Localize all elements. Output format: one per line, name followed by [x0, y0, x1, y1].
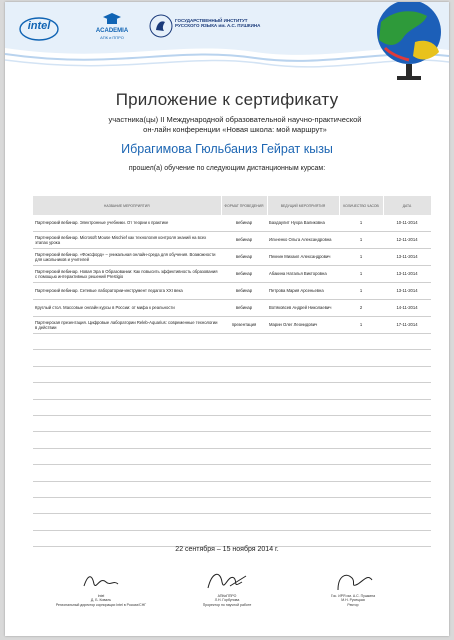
empty-cell	[339, 448, 383, 464]
cell-format: вебинар	[221, 266, 267, 283]
cell-name: Партнерский вебинар. Новая Эра в Образовании: Как повысить эффективность образования с помощью интерактивных решений Prestigio	[33, 266, 221, 283]
handwritten-signature	[328, 568, 378, 594]
cell-lead: Ильченко Ольга Александровна	[267, 232, 339, 249]
conference-subtitle: участника(цы) II Международной образовательной научно-практической он-лайн конференции «Новая школа: мой маршрут»	[108, 115, 362, 134]
empty-cell	[267, 383, 339, 399]
cell-hours: 2	[339, 300, 383, 317]
empty-cell	[221, 383, 267, 399]
empty-cell	[221, 350, 267, 366]
empty-table-row	[33, 334, 431, 350]
empty-cell	[221, 366, 267, 382]
globe-graphic	[357, 2, 447, 84]
empty-cell	[221, 481, 267, 497]
cell-hours: 1	[339, 215, 383, 232]
cell-format: вебинар	[221, 215, 267, 232]
empty-cell	[267, 514, 339, 530]
empty-cell	[221, 415, 267, 431]
signature-role: Проректор по научной работе	[202, 602, 252, 607]
empty-cell	[339, 399, 383, 415]
header-date: ДАТА	[383, 196, 431, 215]
passed-text: прошел(а) обучение по следующим дистанционным курсам:	[128, 165, 326, 172]
cell-name: Круглый стол. Массовые онлайн курсы в России: от мифа к реальности	[33, 300, 221, 317]
empty-cell	[339, 350, 383, 366]
signature-org: Гос. ИРЯ им. А.С. Пушкина	[330, 594, 376, 598]
signature-pushkin	[303, 568, 403, 624]
cell-date: 10-11-2014	[383, 215, 431, 232]
table-row	[33, 266, 431, 283]
empty-cell	[267, 481, 339, 497]
cell-date: 13-11-2014	[383, 266, 431, 283]
empty-cell	[339, 481, 383, 497]
certificate-page	[5, 2, 449, 636]
empty-cell	[383, 399, 431, 415]
empty-cell	[383, 383, 431, 399]
empty-cell	[33, 530, 221, 546]
empty-cell	[33, 497, 221, 513]
cell-name: Партнерский вебинар. Сетевые лаборатории-инструмент педагога XXI века	[33, 283, 221, 300]
empty-cell	[383, 481, 431, 497]
document-title: Приложение к сертификату	[115, 90, 339, 109]
empty-cell	[339, 465, 383, 481]
empty-cell	[267, 448, 339, 464]
table-row	[33, 283, 431, 300]
header-format: ФОРМАТ ПРОВЕДЕНИЯ	[221, 196, 267, 215]
empty-cell	[221, 432, 267, 448]
empty-cell	[383, 465, 431, 481]
signature-org: АПКиППРО	[217, 594, 237, 598]
empty-cell	[33, 448, 221, 464]
signature-name: М.Н. Русецкая	[341, 598, 365, 603]
cell-date: 13-11-2014	[383, 249, 431, 266]
cell-hours: 1	[339, 283, 383, 300]
empty-cell	[33, 334, 221, 350]
cell-name: Партнерский вебинар. «Фоксфорд» – уникальная онлайн-среда для обучения. Возможности для школьников и учителей	[33, 249, 221, 266]
empty-table-row	[33, 514, 431, 530]
empty-cell	[267, 432, 339, 448]
cell-hours: 1	[339, 317, 383, 334]
cell-date: 14-11-2014	[383, 300, 431, 317]
signature-apk	[177, 568, 277, 624]
empty-cell	[339, 334, 383, 350]
empty-cell	[383, 334, 431, 350]
empty-table-row	[33, 481, 431, 497]
intel-logo: intel	[19, 16, 59, 42]
cell-lead: Абакина Наталья Викторовна	[267, 266, 339, 283]
empty-cell	[33, 383, 221, 399]
empty-cell	[383, 432, 431, 448]
empty-cell	[383, 514, 431, 530]
empty-cell	[33, 481, 221, 497]
empty-cell	[383, 366, 431, 382]
empty-table-row	[33, 399, 431, 415]
cell-date: 17-11-2014	[383, 317, 431, 334]
cell-name: Партнерская презентация. Цифровые лаборатории Releb-Aquarius: современные технологии в действии	[33, 317, 221, 334]
empty-cell	[267, 350, 339, 366]
cell-hours: 1	[339, 266, 383, 283]
cell-lead: Бахдаулит Нухра Валиковна	[267, 215, 339, 232]
empty-table-row	[33, 497, 431, 513]
empty-cell	[383, 448, 431, 464]
empty-cell	[267, 530, 339, 546]
cell-format: вебинар	[221, 249, 267, 266]
empty-cell	[33, 350, 221, 366]
table-row	[33, 317, 431, 334]
academia-logo: ACADEMIA АПК и ППРО	[91, 12, 133, 46]
empty-table-row	[33, 415, 431, 431]
empty-cell	[221, 465, 267, 481]
empty-cell	[267, 497, 339, 513]
empty-cell	[383, 530, 431, 546]
cell-lead: Марин Олег Леонидович	[267, 317, 339, 334]
empty-cell	[339, 415, 383, 431]
cell-date: 12-11-2014	[383, 232, 431, 249]
cell-hours: 1	[339, 232, 383, 249]
cell-lead: Вотяковсев Андрей Николаевич	[267, 300, 339, 317]
empty-cell	[383, 415, 431, 431]
empty-cell	[33, 432, 221, 448]
cell-lead: Петрова Мария Арсеньевна	[267, 283, 339, 300]
pushkin-institute-logo: ГОСУДАРСТВЕННЫЙ ИНСТИТУТ РУССКОГО ЯЗЫКА им. А.С. ПУШКИНА	[149, 14, 269, 40]
empty-cell	[339, 432, 383, 448]
header-event-name: НАЗВАНИЕ МЕРОПРИЯТИЯ	[33, 196, 221, 215]
courses-table	[33, 196, 432, 547]
empty-cell	[339, 366, 383, 382]
empty-cell	[267, 334, 339, 350]
course-dates: 22 сентября – 15 ноября 2014 г.	[175, 546, 279, 553]
empty-cell	[221, 514, 267, 530]
header-lead: ВЕДУЩИЙ МЕРОПРИЯТИЯ	[267, 196, 339, 215]
empty-cell	[339, 497, 383, 513]
cell-format: презентация	[221, 317, 267, 334]
signature-role: Региональный директор корпорации Intel в России/СНГ	[55, 602, 147, 607]
empty-cell	[221, 334, 267, 350]
signature-name: Д. Б. Коваль	[90, 598, 112, 603]
cell-date: 13-11-2014	[383, 283, 431, 300]
empty-cell	[267, 399, 339, 415]
signature-name: Л.Н. Горбунова	[214, 598, 240, 603]
table-row	[33, 215, 431, 232]
empty-cell	[383, 497, 431, 513]
table-header-row	[33, 196, 431, 215]
signature-role: Ректор	[347, 602, 359, 607]
empty-cell	[383, 350, 431, 366]
cell-format: вебинар	[221, 283, 267, 300]
table-row	[33, 300, 431, 317]
table-row	[33, 232, 431, 249]
empty-cell	[267, 415, 339, 431]
empty-table-row	[33, 448, 431, 464]
empty-cell	[221, 448, 267, 464]
header-hours: КОЛИЧЕСТВО ЧАСОВ	[339, 196, 383, 215]
cell-hours: 1	[339, 249, 383, 266]
empty-cell	[33, 465, 221, 481]
cell-format: вебинар	[221, 232, 267, 249]
cell-name: Партнерский вебинар. Электронные учебники. От теории к практике	[33, 215, 221, 232]
empty-cell	[221, 497, 267, 513]
empty-cell	[339, 514, 383, 530]
table-row	[33, 249, 431, 266]
cell-format: вебинар	[221, 300, 267, 317]
cell-lead: Пекнин Михаил Александрович	[267, 249, 339, 266]
empty-table-row	[33, 366, 431, 382]
empty-cell	[339, 530, 383, 546]
handwritten-signature	[202, 568, 252, 594]
empty-table-row	[33, 350, 431, 366]
empty-cell	[267, 366, 339, 382]
signature-intel	[51, 568, 151, 624]
empty-table-row	[33, 432, 431, 448]
empty-cell	[339, 383, 383, 399]
empty-cell	[33, 415, 221, 431]
empty-cell	[33, 514, 221, 530]
participant-name: Ибрагимова Гюльбаниз Гейрат кызы	[121, 142, 333, 156]
signature-org: Intel	[97, 594, 105, 598]
empty-table-row	[33, 383, 431, 399]
empty-cell	[267, 465, 339, 481]
empty-table-row	[33, 465, 431, 481]
empty-table-row	[33, 530, 431, 546]
empty-cell	[221, 530, 267, 546]
handwritten-signature	[76, 568, 126, 594]
empty-cell	[33, 366, 221, 382]
cell-name: Партнерский вебинар. Microsoft Mouse Mischief как технология контроля знаний на всех этапах урока	[33, 232, 221, 249]
empty-cell	[33, 399, 221, 415]
empty-cell	[221, 399, 267, 415]
